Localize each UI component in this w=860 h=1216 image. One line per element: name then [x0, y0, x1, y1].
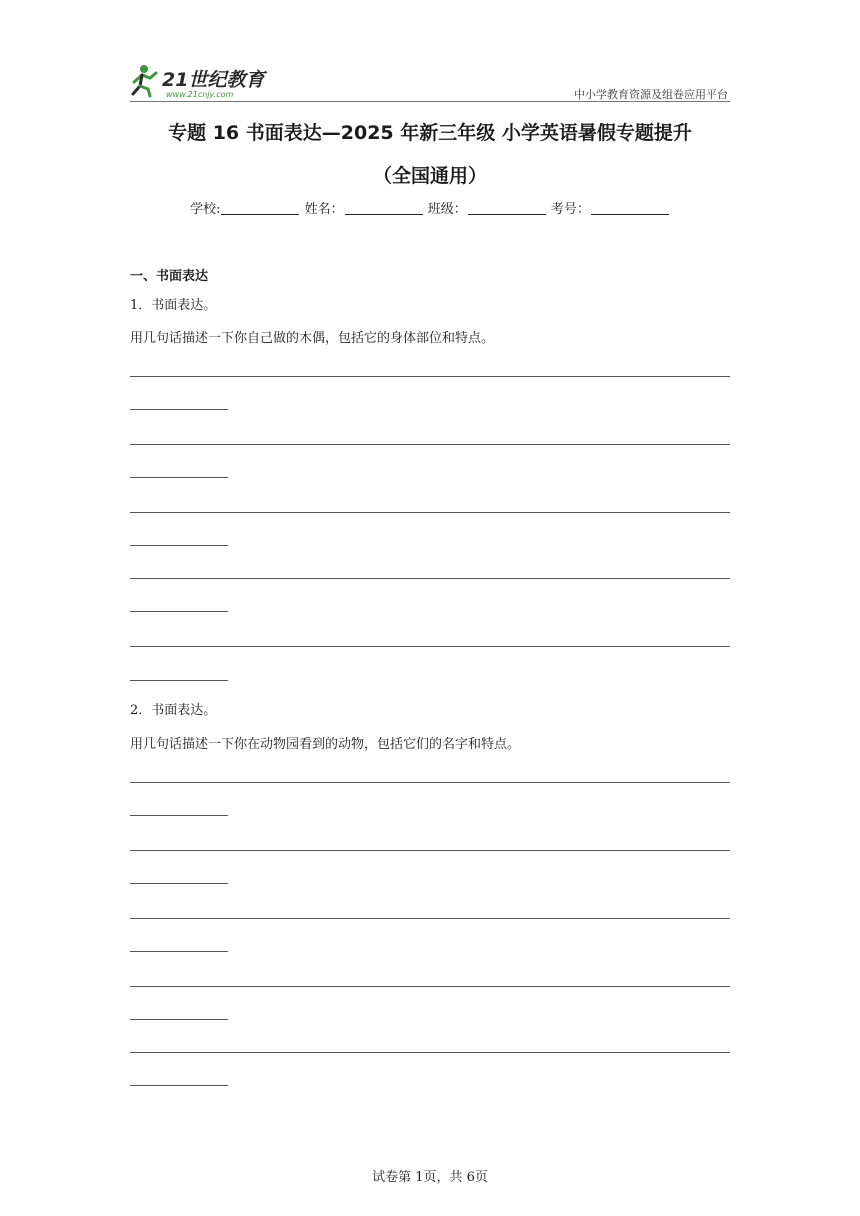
class-label: 班级：: [427, 202, 467, 217]
answer-line[interactable]: [130, 409, 228, 410]
question-2-number: 2．书面表达。: [130, 703, 217, 718]
answer-line[interactable]: [130, 918, 730, 919]
page-subtitle: （全国通用）: [372, 165, 487, 187]
answer-line[interactable]: [130, 477, 228, 478]
answer-line[interactable]: [130, 512, 730, 513]
page-header: [130, 62, 730, 102]
answer-line[interactable]: [130, 545, 228, 546]
answer-line[interactable]: [130, 376, 730, 377]
answer-line[interactable]: [130, 611, 228, 612]
answer-line[interactable]: [130, 986, 730, 987]
school-label: 学校:: [190, 202, 221, 217]
answer-line[interactable]: [130, 883, 228, 884]
class-blank[interactable]: [468, 201, 546, 215]
answer-line[interactable]: [130, 951, 228, 952]
page-title: 专题 16 书面表达—2025 年新三年级 小学英语暑假专题提升: [168, 122, 692, 144]
header-tagline: 中小学教育资源及组卷应用平台: [574, 88, 728, 101]
logo-url: www.21cnjy.com: [166, 90, 234, 99]
question-1-prompt: 用几句话描述一下你自己做的木偶，包括它的身体部位和特点。: [130, 331, 495, 346]
page-footer: 试卷第 1页，共 6页: [372, 1170, 488, 1185]
question-1-number: 1．书面表达。: [130, 298, 217, 313]
answer-line[interactable]: [130, 1019, 228, 1020]
student-info-row: [0, 198, 860, 217]
logo: [130, 62, 270, 100]
school-blank[interactable]: [221, 201, 299, 215]
header-divider: [130, 101, 730, 102]
logo-text: 21世纪教育: [162, 69, 265, 91]
answer-line[interactable]: [130, 1085, 228, 1086]
answer-line[interactable]: [130, 680, 228, 681]
answer-line[interactable]: [130, 1052, 730, 1053]
question-2-prompt: 用几句话描述一下你在动物园看到的动物，包括它们的名字和特点。: [130, 737, 521, 752]
answer-line[interactable]: [130, 646, 730, 647]
answer-line[interactable]: [130, 815, 228, 816]
name-label: 姓名：: [304, 202, 344, 217]
answer-line[interactable]: [130, 444, 730, 445]
name-blank[interactable]: [345, 201, 423, 215]
answer-line[interactable]: [130, 850, 730, 851]
logo-runner-icon: [130, 62, 270, 100]
answer-line[interactable]: [130, 782, 730, 783]
section-heading: 一、书面表达: [130, 269, 209, 284]
number-blank[interactable]: [591, 201, 669, 215]
number-label: 考号：: [550, 202, 590, 217]
answer-line[interactable]: [130, 578, 730, 579]
